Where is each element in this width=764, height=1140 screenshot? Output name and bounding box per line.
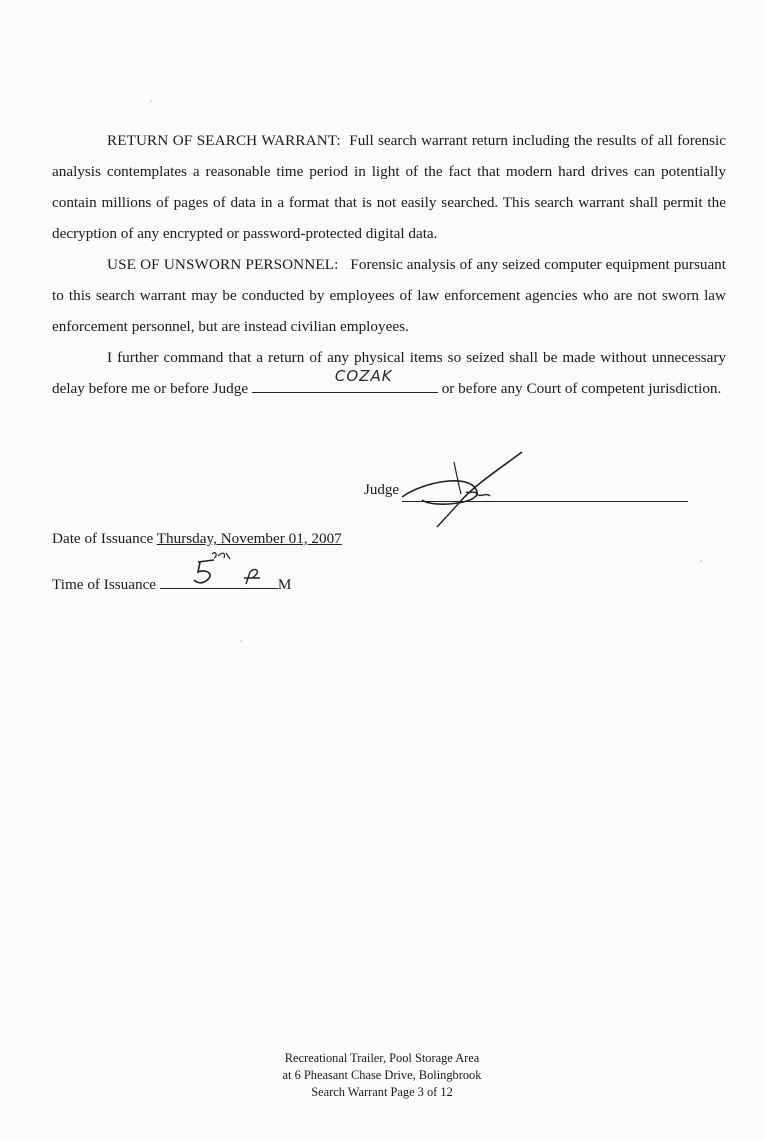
time-label: Time of Issuance	[52, 576, 157, 593]
paragraph-text: I further command that a return of any physical items so seized shall be made without unnecessary delay before me or before Judge	[52, 349, 726, 397]
scan-speck	[150, 100, 152, 102]
paragraph-text: Full search warrant return including the results of all forensic analysis contemplates a reasonable time period in light of the fact that modern hard drives can potentially contain millions of pages of data in a format that is not easily searched. This search warrant shall permit the decryption of any encrypted or password-protected digital data.	[52, 132, 726, 242]
paragraph-command	[52, 342, 726, 404]
date-value: Thursday, November 01, 2007	[156, 530, 342, 547]
judge-name-field	[252, 367, 438, 393]
paragraph-return-of-warrant	[52, 125, 726, 249]
time-field	[160, 572, 278, 589]
signature-rule	[402, 501, 688, 502]
paragraph-unsworn-personnel	[52, 249, 726, 342]
paragraph-text: Forensic analysis of any seized computer equipment pursuant to this search warrant may be conducted by employees of law enforcement agencies who are not sworn law enforcement personnel, but are instead civilian employees.	[52, 256, 726, 335]
paragraph-text: or before any Court of competent jurisdiction.	[441, 380, 722, 397]
time-suffix: M	[277, 576, 292, 593]
footer-line: Search Warrant Page 3 of 12	[311, 1085, 453, 1099]
time-of-issuance	[52, 572, 291, 594]
warrant-body	[52, 125, 726, 404]
scan-speck	[700, 560, 702, 562]
scan-speck	[240, 640, 242, 642]
judge-name-handwritten: COZAK	[334, 367, 393, 385]
judge-label: Judge	[364, 482, 399, 498]
footer-line: Recreational Trailer, Pool Storage Area	[284, 1051, 480, 1065]
date-of-issuance	[52, 530, 342, 548]
page-footer	[0, 1050, 764, 1101]
footer-line: at 6 Pheasant Chase Drive, Bolingbrook	[282, 1068, 482, 1082]
handwritten-time-icon	[190, 550, 290, 590]
date-label: Date of Issuance	[52, 530, 154, 547]
judge-signature-line	[364, 482, 688, 506]
paragraph-heading: USE OF UNSWORN PERSONNEL:	[107, 256, 339, 273]
paragraph-heading: RETURN OF SEARCH WARRANT:	[107, 132, 341, 149]
